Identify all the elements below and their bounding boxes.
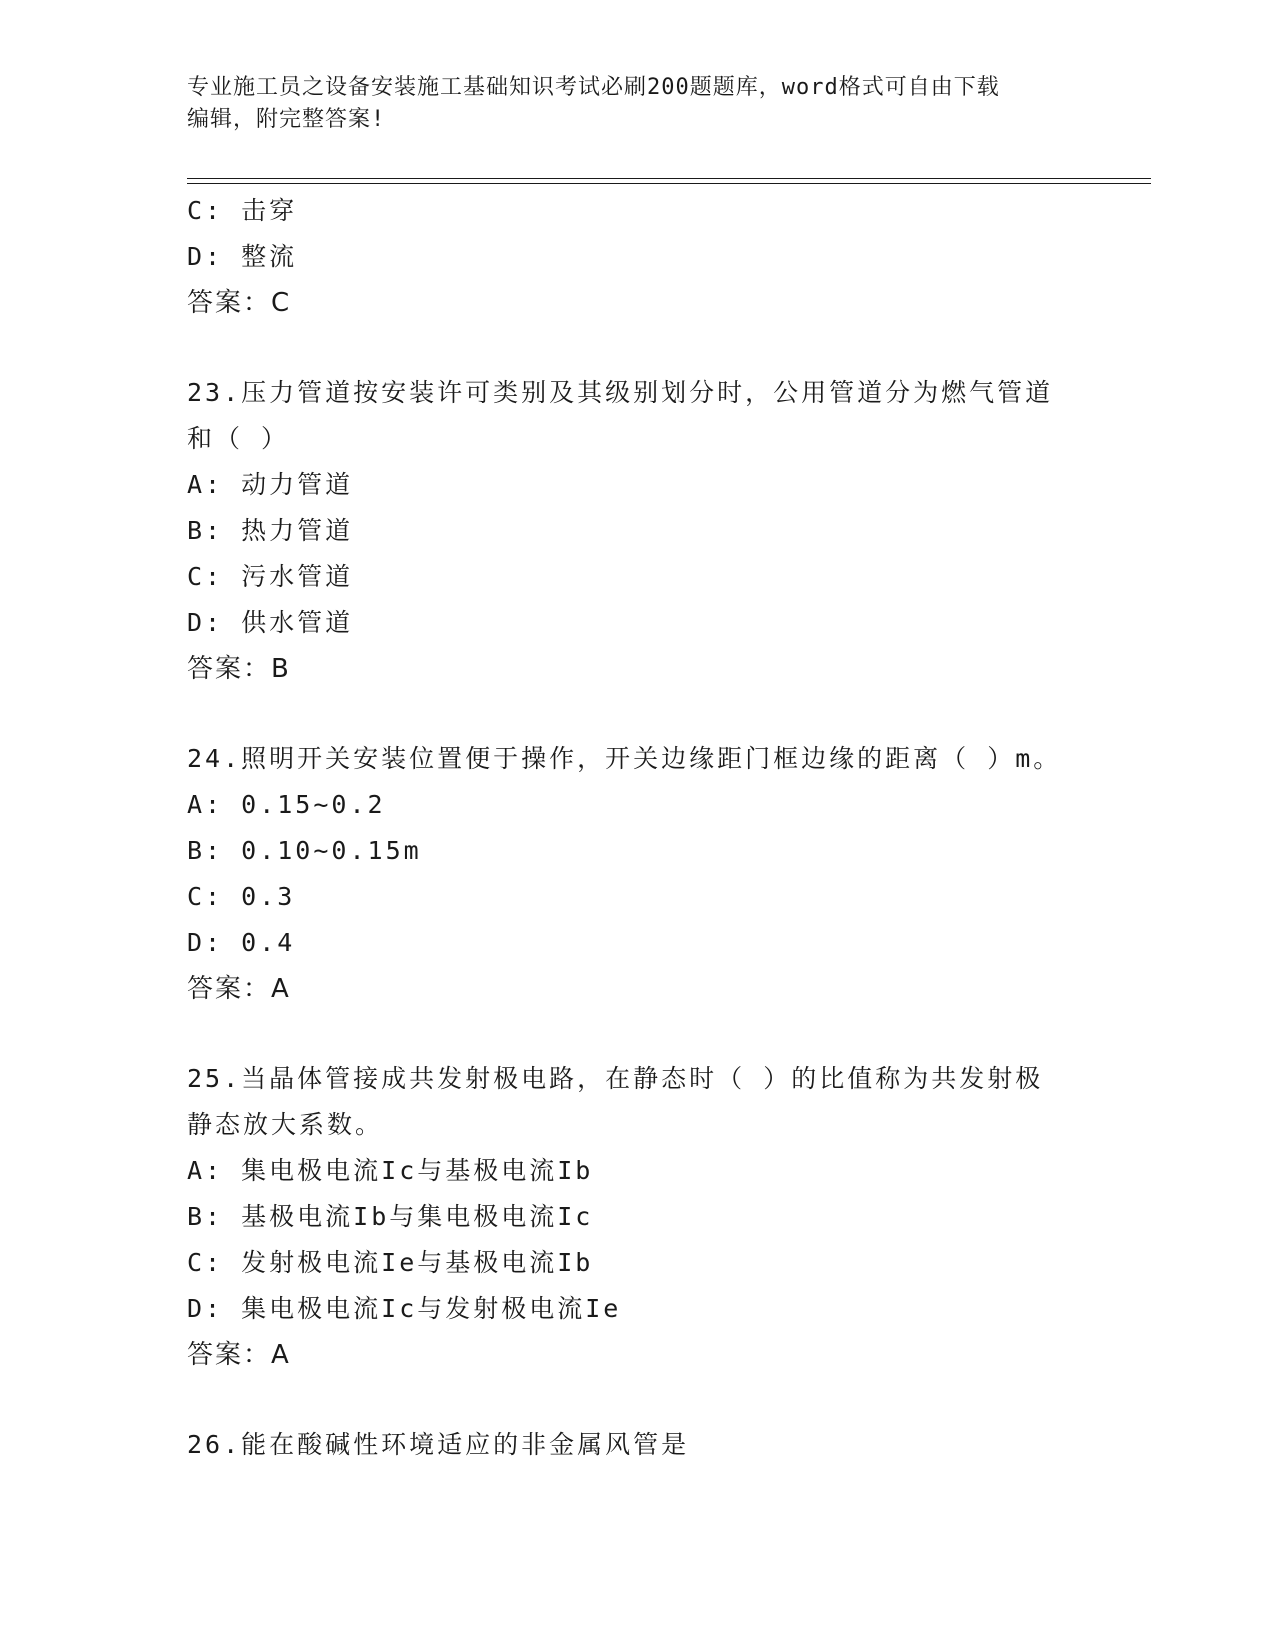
option-d: D: 集电极电流Ic与发射极电流Ie bbox=[187, 1294, 622, 1323]
question-stem: 23.压力管道按安装许可类别及其级别划分时，公用管道分为燃气管道 bbox=[187, 378, 1054, 407]
answer-line: 答案：B bbox=[187, 654, 291, 684]
option-b: B: 基极电流Ib与集电极电流Ic bbox=[187, 1202, 594, 1231]
option-c: C: 污水管道 bbox=[187, 562, 354, 591]
spacer bbox=[187, 1378, 1087, 1422]
question-stem: 26.能在酸碱性环境适应的非金属风管是 bbox=[187, 1430, 690, 1459]
question-stem-continued: 和（ ） bbox=[187, 424, 290, 453]
page-header bbox=[187, 72, 1087, 136]
spacer bbox=[187, 1012, 1087, 1056]
option-b: B: 0.10~0.15m bbox=[187, 836, 422, 865]
option-c: C: 0.3 bbox=[187, 882, 296, 911]
answer-line: 答案：A bbox=[187, 974, 291, 1004]
question-content bbox=[187, 188, 1087, 1468]
question-stem: 25.当晶体管接成共发射极电路，在静态时（ ）的比值称为共发射极 bbox=[187, 1064, 1044, 1093]
question-24 bbox=[187, 736, 1087, 1012]
option-d: D: 供水管道 bbox=[187, 608, 354, 637]
question-22-tail bbox=[187, 188, 1087, 326]
option-a: A: 动力管道 bbox=[187, 470, 354, 499]
question-23 bbox=[187, 370, 1087, 692]
header-title-line-1: 专业施工员之设备安装施工基础知识考试必刷200题题库，word格式可自由下载 bbox=[187, 75, 1000, 100]
answer-line: 答案：C bbox=[187, 288, 292, 318]
question-25 bbox=[187, 1056, 1087, 1378]
header-divider-top bbox=[187, 178, 1151, 179]
question-stem-continued: 静态放大系数。 bbox=[187, 1110, 384, 1139]
option-c: C: 发射极电流Ie与基极电流Ib bbox=[187, 1248, 594, 1277]
option-d: D: 0.4 bbox=[187, 928, 296, 957]
header-title-line-2: 编辑，附完整答案! bbox=[187, 107, 386, 132]
option-a: A: 0.15~0.2 bbox=[187, 790, 386, 819]
option-c: C: 击穿 bbox=[187, 196, 298, 225]
question-26 bbox=[187, 1422, 1087, 1468]
answer-line: 答案：A bbox=[187, 1340, 291, 1370]
spacer bbox=[187, 692, 1087, 736]
option-d: D: 整流 bbox=[187, 242, 298, 271]
spacer bbox=[187, 326, 1087, 370]
option-b: B: 热力管道 bbox=[187, 516, 354, 545]
option-a: A: 集电极电流Ic与基极电流Ib bbox=[187, 1156, 594, 1185]
question-stem: 24.照明开关安装位置便于操作，开关边缘距门框边缘的距离（ ）m。 bbox=[187, 744, 1062, 773]
header-divider-bottom bbox=[187, 183, 1151, 184]
